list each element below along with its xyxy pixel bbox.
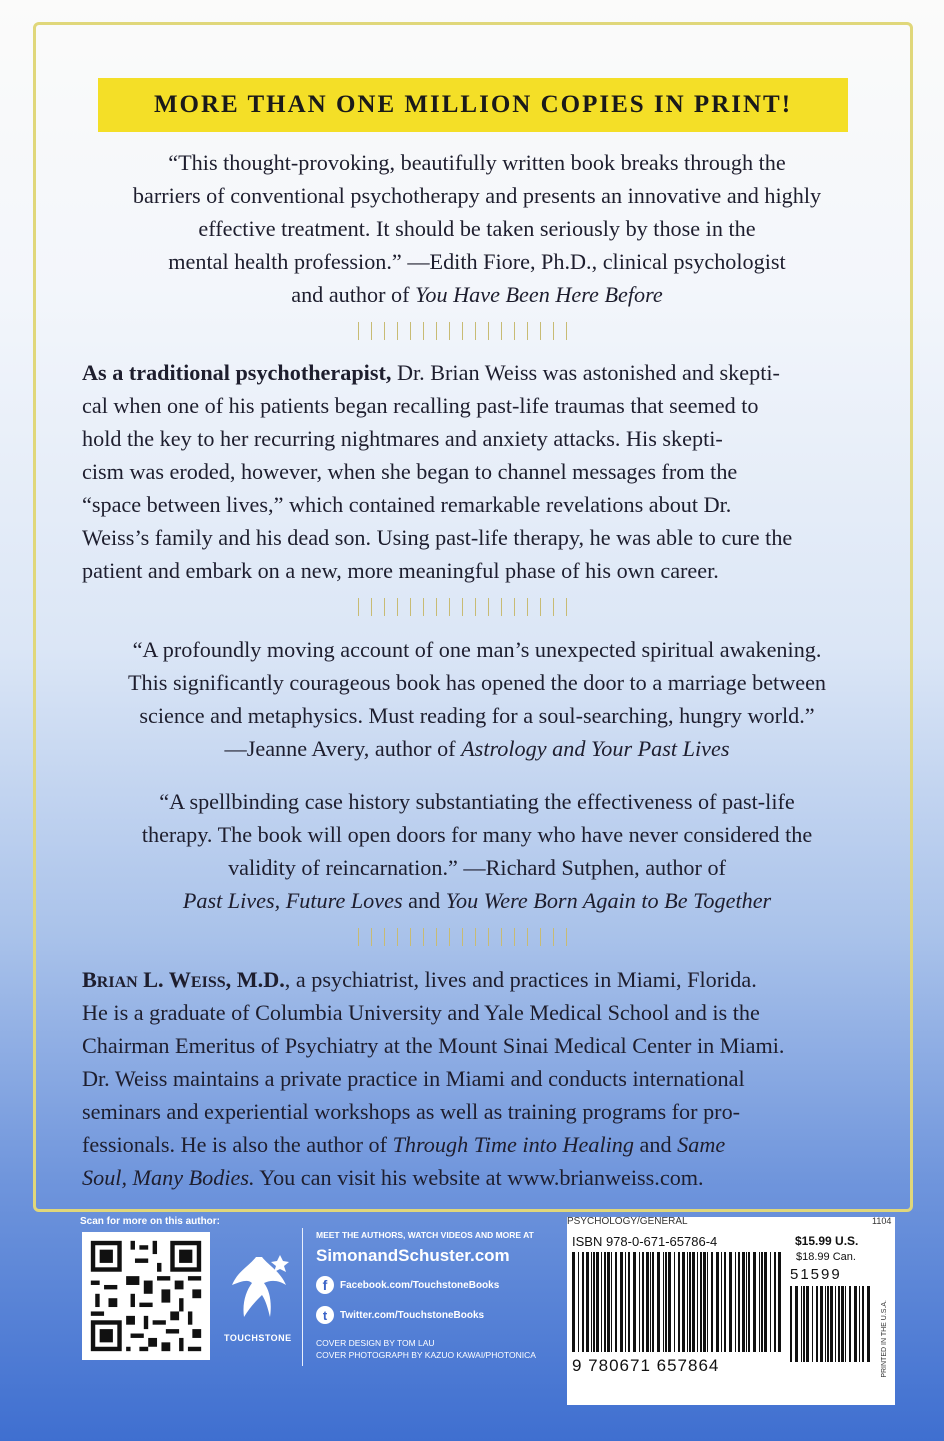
quote-line: validity of reincarnation.” —Richard Sutphen, author of [228,855,726,880]
quote-avery [82,633,872,765]
supplement-digits: 51599 [790,1266,842,1283]
bio-line: Soul, Many Bodies. You can visit his website at www.brianweiss.com. [82,1165,704,1190]
cover-photo-credit: COVER PHOTOGRAPH BY KAZUO KAWAI/PHOTONICA [316,1350,536,1360]
quote-line: effective treatment. It should be taken seriously by those in the [198,216,756,241]
quote-line: “A profoundly moving account of one man’s unexpected spiritual awakening. [132,637,822,662]
quote-line: This significantly courageous book has opened the door to a marriage between [127,670,827,695]
quote-line: and author of You Have Been Here Before [291,282,663,307]
winged-figure-icon [218,1245,298,1335]
isbn-barcode [570,1252,785,1360]
print-code: 1104 [872,1216,892,1226]
book-description [82,356,872,587]
desc-line: hold the key to her recurring nightmares and anxiety attacks. His skepti- [82,426,723,451]
publisher-site-link[interactable]: SimonandSchuster.com [316,1246,510,1265]
footer-divider [302,1228,303,1366]
printed-in-usa: PRINTED IN THE U.S.A. [881,1300,888,1378]
desc-lead: As a traditional psychotherapist, [82,360,392,385]
quote-line: “This thought-provoking, beautifully written book breaks through the [168,150,786,175]
facebook-link[interactable]: Facebook.com/TouchstoneBooks [340,1280,500,1291]
quote-line: mental health profession.” —Edith Fiore, Ph.D., clinical psychologist [168,249,786,274]
touchstone-logo [218,1245,298,1355]
author-name: Brian L. Weiss, M.D. [82,967,285,992]
book-title: Astrology and Your Past Lives [461,736,730,761]
scan-label: Scan for more on this author: [80,1216,221,1227]
bio-line: fessionals. He is also the author of Through Time into Healing and Same [82,1132,726,1157]
quote-line: Past Lives, Future Loves and You Were Born Again to Be Together [182,888,772,913]
ean-digits: 9 780671 657864 [572,1356,720,1375]
divider-ornament [352,322,573,342]
bio-line: Chairman Emeritus of Psychiatry at the Mount Sinai Medical Center in Miami. [82,1033,785,1058]
category-label: PSYCHOLOGY/GENERAL [567,1216,688,1227]
headline-banner [98,78,848,132]
quote-line: —Jeanne Avery, author of Astrology and Your Past Lives [224,736,730,761]
desc-line: Weiss’s family and his dead son. Using past-life therapy, he was able to cure the [82,525,793,550]
facebook-icon[interactable]: f [316,1276,334,1294]
book-title: Past Lives, Future Loves [182,888,403,913]
price-us: $15.99 U.S. [795,1234,859,1248]
quote-line: therapy. The book will open doors for many who have never considered the [141,822,813,847]
twitter-icon[interactable]: t [316,1306,334,1324]
bio-line: He is a graduate of Columbia University and Yale Medical School and is the [82,1000,760,1025]
meet-authors-text: MEET THE AUTHORS, WATCH VIDEOS AND MORE AT [316,1230,534,1240]
twitter-link[interactable]: Twitter.com/TouchstoneBooks [340,1310,485,1321]
price-can: $18.99 Can. [796,1251,856,1263]
desc-line: As a traditional psychotherapist, Dr. Brian Weiss was astonished and skepti- [82,360,780,385]
publisher-name: TOUCHSTONE [224,1333,292,1343]
qr-code[interactable] [82,1232,210,1360]
quote-fiore [82,146,872,311]
desc-line: cal when one of his patients began recalling past-life traumas that seemed to [82,393,759,418]
divider-ornament [352,928,573,948]
bio-line: Brian L. Weiss, M.D., a psychiatrist, lives and practices in Miami, Florida. [82,967,757,992]
desc-line: patient and embark on a new, more meaningful phase of his own career. [82,558,719,583]
quote-line: barriers of conventional psychotherapy and presents an innovative and highly [132,183,822,208]
quote-sutphen [82,785,872,917]
quote-line: “A spellbinding case history substantiating the effectiveness of past-life [159,789,795,814]
desc-line: cism was eroded, however, when she began to channel messages from the [82,459,738,484]
supplement-barcode [788,1286,874,1364]
isbn-text: ISBN 978-0-671-65786-4 [572,1234,718,1249]
quote-line: science and metaphysics. Must reading for a soul-searching, hungry world.” [139,703,815,728]
author-bio [82,963,872,1194]
desc-line: “space between lives,” which contained remarkable revelations about Dr. [82,492,732,517]
bio-line: Dr. Weiss maintains a private practice in Miami and conducts international [82,1066,745,1091]
bio-line: seminars and experiential workshops as well as training programs for pro- [82,1099,741,1124]
headline-text: MORE THAN ONE MILLION COPIES IN PRINT! [153,91,793,118]
book-title: You Have Been Here Before [415,282,663,307]
cover-design-credit: COVER DESIGN BY TOM LAU [316,1338,435,1348]
book-title: You Were Born Again to Be Together [445,888,772,913]
divider-ornament [352,598,573,618]
